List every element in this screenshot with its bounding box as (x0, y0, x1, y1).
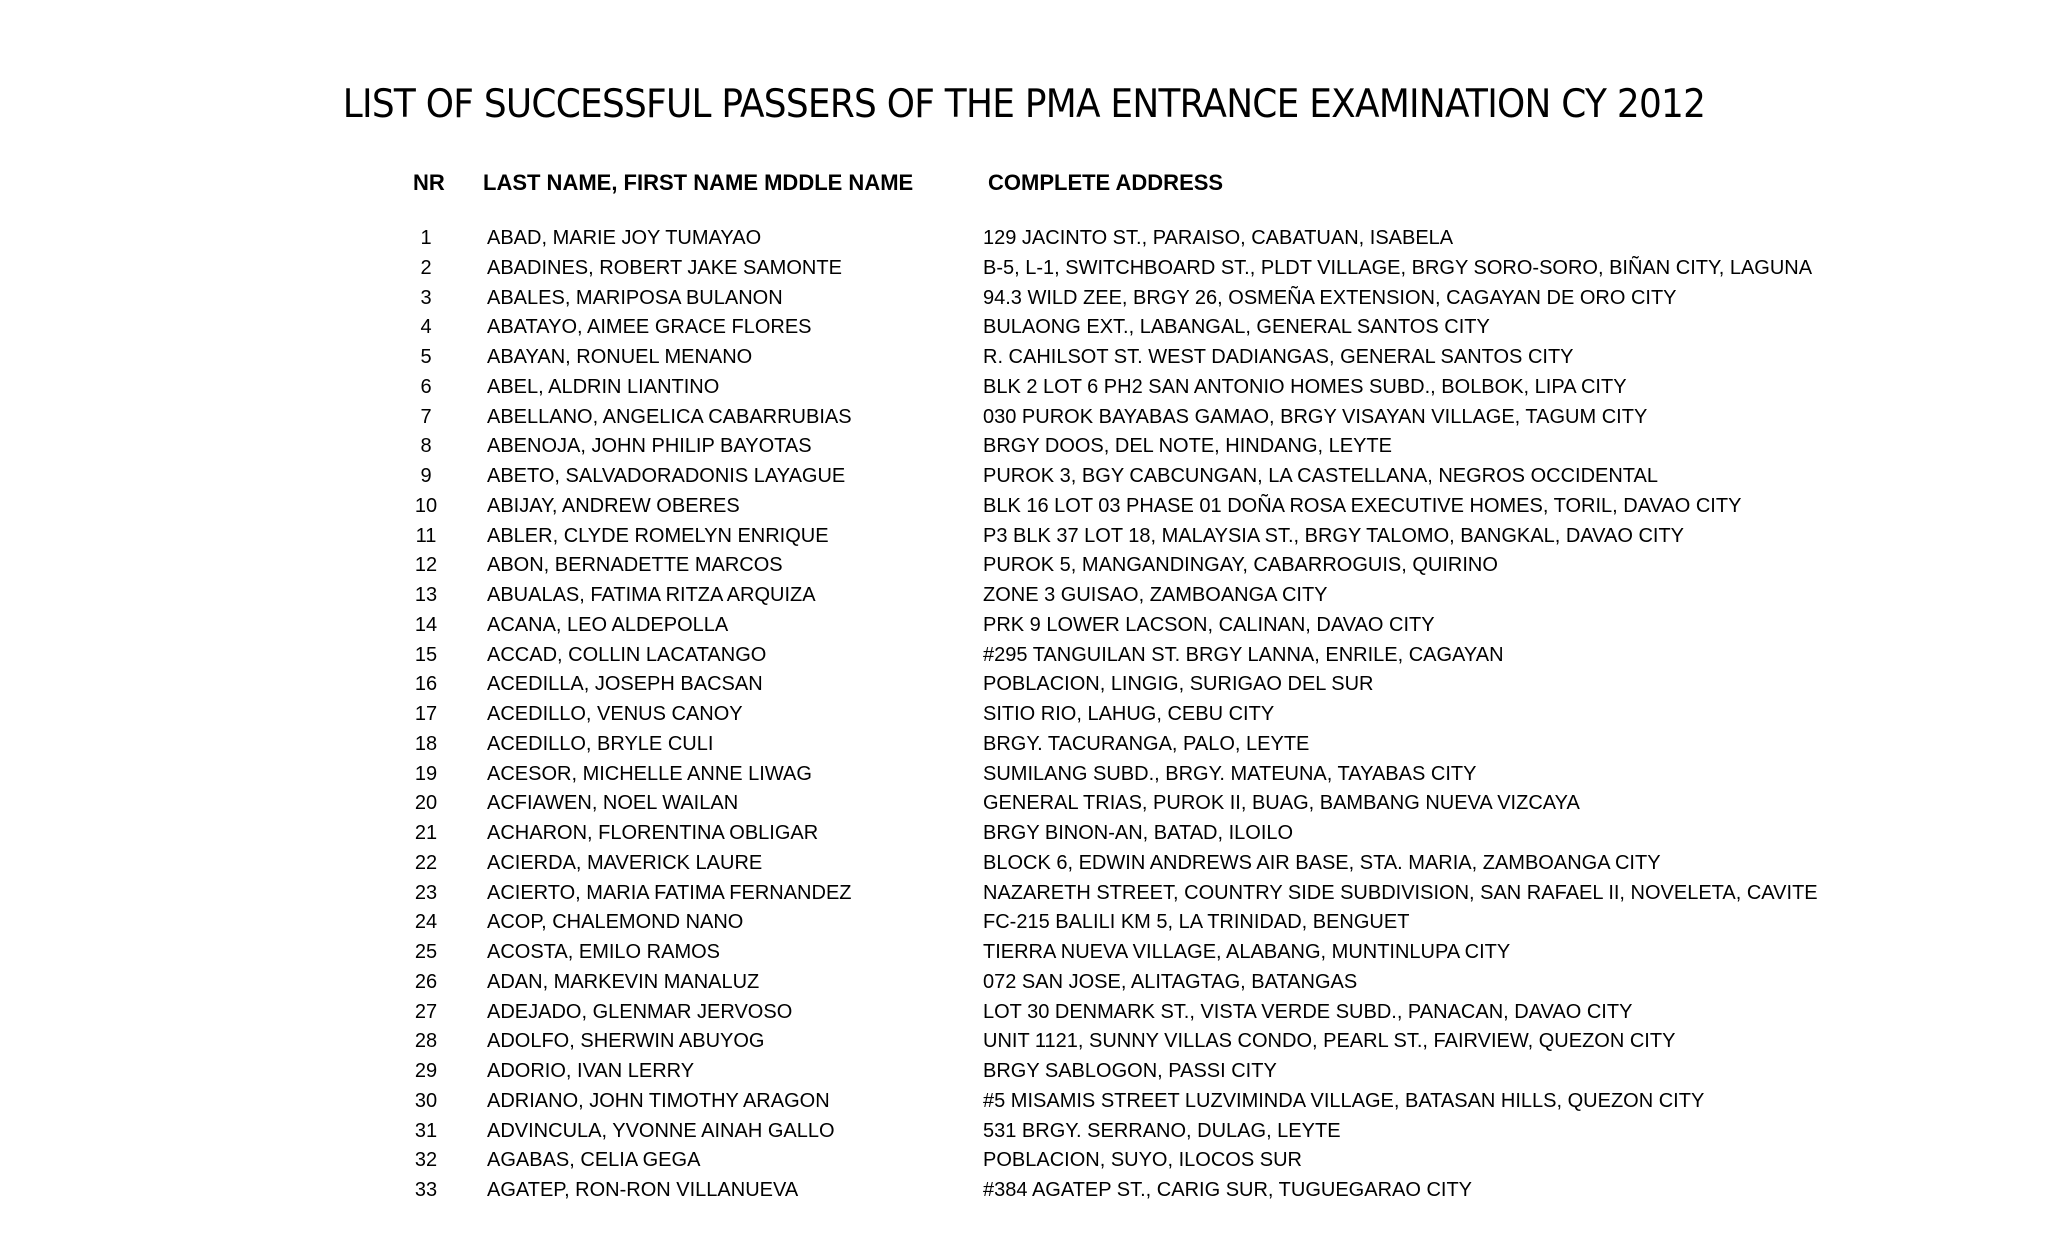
row-address: SITIO RIO, LAHUG, CEBU CITY (983, 703, 1275, 725)
row-address: 030 PUROK BAYABAS GAMAO, BRGY VISAYAN VILLAGE, TAGUM CITY (983, 405, 1648, 428)
row-full-name: ABETO, SALVADORADONIS LAYAGUE (487, 465, 846, 487)
table-row (0, 492, 2048, 522)
row-address: BLK 16 LOT 03 PHASE 01 DOÑA ROSA EXECUTIVE HOMES, TORIL, DAVAO CITY (983, 494, 1742, 517)
row-address: UNIT 1121, SUNNY VILLAS CONDO, PEARL ST., FAIRVIEW, QUEZON CITY (983, 1030, 1676, 1053)
row-address: BLK 2 LOT 6 PH2 SAN ANTONIO HOMES SUBD., BOLBOK, LIPA CITY (983, 375, 1627, 398)
table-row (0, 1146, 2048, 1176)
row-address: PUROK 3, BGY CABCUNGAN, LA CASTELLANA, NEGROS OCCIDENTAL (983, 465, 1658, 487)
document-title: LIST OF SUCCESSFUL PASSERS OF THE PMA ENTRANCE EXAMINATION CY 2012 (342, 82, 1706, 127)
row-number: 25 (414, 941, 438, 963)
table-row (0, 432, 2048, 462)
row-full-name: ABALES, MARIPOSA BULANON (487, 286, 783, 309)
row-number: 4 (420, 316, 432, 339)
row-address: #384 AGATEP ST., CARIG SUR, TUGUEGARAO CITY (983, 1179, 1473, 1201)
row-full-name: ACANA, LEO ALDEPOLLA (487, 613, 729, 636)
row-number: 29 (414, 1060, 438, 1082)
row-full-name: ABUALAS, FATIMA RITZA ARQUIZA (487, 584, 816, 606)
row-address: R. CAHILSOT ST. WEST DADIANGAS, GENERAL SANTOS CITY (983, 346, 1574, 368)
table-row (0, 522, 2048, 552)
row-number: 26 (414, 970, 438, 993)
column-header-nr: NR (413, 170, 445, 195)
table-row (0, 1057, 2048, 1087)
row-number: 32 (414, 1149, 438, 1172)
row-number: 22 (414, 851, 438, 874)
row-full-name: ACEDILLA, JOSEPH BACSAN (487, 673, 763, 696)
row-number: 33 (414, 1179, 438, 1201)
row-address: POBLACION, LINGIG, SURIGAO DEL SUR (983, 673, 1374, 696)
row-address: BRGY SABLOGON, PASSI CITY (983, 1060, 1277, 1082)
row-number: 23 (414, 881, 438, 904)
row-address: NAZARETH STREET, COUNTRY SIDE SUBDIVISION, SAN RAFAEL II, NOVELETA, CAVITE (983, 881, 1818, 904)
row-address: #5 MISAMIS STREET LUZVIMINDA VILLAGE, BATASAN HILLS, QUEZON CITY (983, 1089, 1705, 1112)
row-full-name: ADEJADO, GLENMAR JERVOSO (487, 1000, 793, 1023)
row-full-name: ACHARON, FLORENTINA OBLIGAR (487, 822, 819, 844)
table-row (0, 968, 2048, 998)
row-address: 531 BRGY. SERRANO, DULAG, LEYTE (983, 1119, 1341, 1142)
row-full-name: ABADINES, ROBERT JAKE SAMONTE (487, 256, 842, 279)
table-row (0, 1117, 2048, 1147)
table-row (0, 254, 2048, 284)
table-row (0, 284, 2048, 314)
row-number: 20 (414, 792, 438, 815)
row-number: 7 (420, 405, 432, 428)
table-row (0, 581, 2048, 611)
row-full-name: AGATEP, RON-RON VILLANUEVA (487, 1179, 799, 1201)
row-number: 19 (414, 762, 438, 785)
row-number: 5 (420, 346, 432, 368)
row-address: BRGY. TACURANGA, PALO, LEYTE (983, 732, 1310, 755)
table-row (0, 313, 2048, 343)
row-full-name: ABLER, CLYDE ROMELYN ENRIQUE (487, 524, 829, 547)
table-row (0, 611, 2048, 641)
table-row (0, 789, 2048, 819)
row-full-name: AGABAS, CELIA GEGA (487, 1149, 701, 1172)
row-address: GENERAL TRIAS, PUROK II, BUAG, BAMBANG NUEVA VIZCAYA (983, 792, 1580, 815)
row-address: TIERRA NUEVA VILLAGE, ALABANG, MUNTINLUPA CITY (983, 941, 1511, 963)
row-number: 17 (414, 703, 438, 725)
row-full-name: ACESOR, MICHELLE ANNE LIWAG (487, 762, 812, 785)
table-row (0, 908, 2048, 938)
table-row (0, 670, 2048, 700)
table-row (0, 938, 2048, 968)
row-full-name: ACOSTA, EMILO RAMOS (487, 941, 720, 963)
passers-list (0, 224, 2048, 1206)
column-header-address: COMPLETE ADDRESS (988, 170, 1224, 195)
row-number: 14 (414, 613, 438, 636)
table-row (0, 343, 2048, 373)
row-address: P3 BLK 37 LOT 18, MALAYSIA ST., BRGY TALOMO, BANGKAL, DAVAO CITY (983, 524, 1685, 547)
row-full-name: ACCAD, COLLIN LACATANGO (487, 643, 767, 666)
row-full-name: ABIJAY, ANDREW OBERES (487, 494, 740, 517)
row-full-name: ADAN, MARKEVIN MANALUZ (487, 970, 760, 993)
table-row (0, 373, 2048, 403)
row-address: 072 SAN JOSE, ALITAGTAG, BATANGAS (983, 970, 1358, 993)
row-address: SUMILANG SUBD., BRGY. MATEUNA, TAYABAS CITY (983, 762, 1477, 785)
column-header-name: LAST NAME, FIRST NAME MDDLE NAME (483, 170, 914, 195)
row-full-name: ADVINCULA, YVONNE AINAH GALLO (487, 1119, 835, 1142)
row-number: 18 (414, 732, 438, 755)
row-address: PUROK 5, MANGANDINGAY, CABARROGUIS, QUIRINO (983, 554, 1498, 577)
row-address: 94.3 WILD ZEE, BRGY 26, OSMEÑA EXTENSION, CAGAYAN DE ORO CITY (983, 286, 1677, 309)
row-full-name: ACEDILLO, VENUS CANOY (487, 703, 743, 725)
table-row (0, 224, 2048, 254)
row-full-name: ABAD, MARIE JOY TUMAYAO (487, 227, 762, 249)
table-row (0, 730, 2048, 760)
table-row (0, 403, 2048, 433)
row-full-name: ACIERTO, MARIA FATIMA FERNANDEZ (487, 881, 852, 904)
table-row (0, 700, 2048, 730)
row-number: 31 (414, 1119, 438, 1142)
row-number: 3 (420, 286, 432, 309)
table-row (0, 551, 2048, 581)
row-number: 27 (414, 1000, 438, 1023)
table-row (0, 1087, 2048, 1117)
row-address: PRK 9 LOWER LACSON, CALINAN, DAVAO CITY (983, 613, 1435, 636)
row-full-name: ABELLANO, ANGELICA CABARRUBIAS (487, 405, 852, 428)
row-address: BRGY BINON-AN, BATAD, ILOILO (983, 822, 1294, 844)
row-address: LOT 30 DENMARK ST., VISTA VERDE SUBD., PANACAN, DAVAO CITY (983, 1000, 1633, 1023)
row-full-name: ABENOJA, JOHN PHILIP BAYOTAS (487, 435, 812, 458)
table-row (0, 879, 2048, 909)
row-full-name: ABON, BERNADETTE MARCOS (487, 554, 783, 577)
row-full-name: ACEDILLO, BRYLE CULI (487, 732, 714, 755)
row-number: 8 (420, 435, 432, 458)
row-full-name: ABAYAN, RONUEL MENANO (487, 346, 753, 368)
row-number: 6 (420, 375, 432, 398)
row-address: 129 JACINTO ST., PARAISO, CABATUAN, ISABELA (983, 227, 1454, 249)
row-number: 21 (414, 822, 438, 844)
row-address: BLOCK 6, EDWIN ANDREWS AIR BASE, STA. MARIA, ZAMBOANGA CITY (983, 851, 1661, 874)
row-address: BRGY DOOS, DEL NOTE, HINDANG, LEYTE (983, 435, 1392, 458)
row-address: POBLACION, SUYO, ILOCOS SUR (983, 1149, 1302, 1172)
row-number: 10 (414, 494, 438, 517)
row-number: 28 (414, 1030, 438, 1053)
row-number: 30 (414, 1089, 438, 1112)
table-row (0, 641, 2048, 671)
row-number: 15 (414, 643, 438, 666)
row-number: 11 (415, 524, 437, 547)
row-number: 24 (414, 911, 438, 934)
row-full-name: ACFIAWEN, NOEL WAILAN (487, 792, 739, 815)
row-number: 2 (420, 256, 432, 279)
row-full-name: ACIERDA, MAVERICK LAURE (487, 851, 763, 874)
table-row (0, 998, 2048, 1028)
row-number: 16 (414, 673, 438, 696)
row-full-name: ABATAYO, AIMEE GRACE FLORES (487, 316, 812, 339)
row-number: 12 (414, 554, 438, 577)
row-address: BULAONG EXT., LABANGAL, GENERAL SANTOS CITY (983, 316, 1490, 339)
table-row (0, 1176, 2048, 1206)
row-number: 1 (420, 227, 432, 249)
row-full-name: ABEL, ALDRIN LIANTINO (487, 375, 720, 398)
table-row (0, 849, 2048, 879)
row-address: #295 TANGUILAN ST. BRGY LANNA, ENRILE, CAGAYAN (983, 643, 1504, 666)
row-full-name: ACOP, CHALEMOND NANO (487, 911, 744, 934)
row-address: B-5, L-1, SWITCHBOARD ST., PLDT VILLAGE, BRGY SORO-SORO, BIÑAN CITY, LAGUNA (983, 256, 1813, 279)
table-row (0, 1027, 2048, 1057)
table-row (0, 462, 2048, 492)
row-full-name: ADOLFO, SHERWIN ABUYOG (487, 1030, 765, 1053)
row-address: ZONE 3 GUISAO, ZAMBOANGA CITY (983, 584, 1328, 606)
row-number: 13 (414, 584, 438, 606)
row-number: 9 (420, 465, 432, 487)
table-row (0, 819, 2048, 849)
row-address: FC-215 BALILI KM 5, LA TRINIDAD, BENGUET (983, 911, 1410, 934)
table-row (0, 760, 2048, 790)
row-full-name: ADORIO, IVAN LERRY (487, 1060, 695, 1082)
row-full-name: ADRIANO, JOHN TIMOTHY ARAGON (487, 1089, 830, 1112)
